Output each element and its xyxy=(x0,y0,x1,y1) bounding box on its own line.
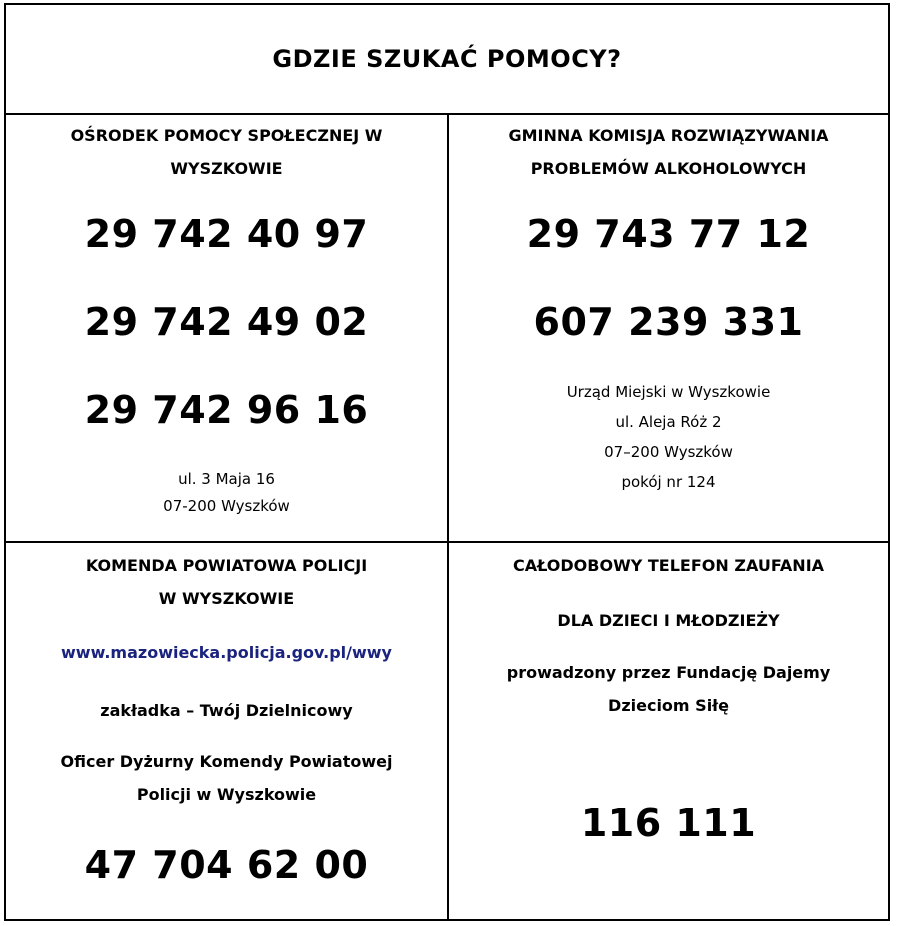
trust-foundation-line-2: Dzieciom Siłę xyxy=(608,696,729,715)
police-cell xyxy=(6,543,449,919)
police-heading-line-2: W WYSZKOWIE xyxy=(158,589,295,608)
ops-heading xyxy=(6,119,447,185)
trust-heading-line-1: CAŁODOBOWY TELEFON ZAUFANIA xyxy=(512,556,825,575)
gkrpa-cell xyxy=(449,115,888,543)
ops-cell xyxy=(6,115,449,543)
trust-heading-line-2: DLA DZIECI I MŁODZIEŻY xyxy=(557,611,780,630)
ops-address-line-2: 07-200 Wyszków xyxy=(163,497,290,515)
gkrpa-address-line-4: pokój nr 124 xyxy=(621,473,716,491)
ops-phone-1: 29 742 40 97 xyxy=(84,212,369,256)
gkrpa-heading-line-1: GMINNA KOMISJA ROZWIĄZYWANIA xyxy=(508,126,829,145)
ops-address-line-1: ul. 3 Maja 16 xyxy=(178,470,275,488)
police-phone: 47 704 62 00 xyxy=(84,843,369,887)
gkrpa-phone-2: 607 239 331 xyxy=(533,300,804,344)
police-tab-text: zakładka – Twój Dzielnicowy xyxy=(100,701,353,720)
page-title: GDZIE SZUKAĆ POMOCY? xyxy=(272,45,622,73)
gkrpa-address-line-2: ul. Aleja Róż 2 xyxy=(615,413,722,431)
police-heading xyxy=(6,549,447,615)
gkrpa-address-line-1: Urząd Miejski w Wyszkowie xyxy=(566,383,771,401)
gkrpa-phone-1: 29 743 77 12 xyxy=(526,212,811,256)
police-officer-line-1: Oficer Dyżurny Komendy Powiatowej xyxy=(60,752,393,771)
gkrpa-address xyxy=(449,377,888,497)
ops-heading-line-1: OŚRODEK POMOCY SPOŁECZNEJ W xyxy=(70,126,383,145)
gkrpa-heading-line-2: PROBLEMÓW ALKOHOLOWYCH xyxy=(530,159,807,178)
police-officer-line-2: Policji w Wyszkowie xyxy=(136,785,317,804)
ops-phone-2: 29 742 49 02 xyxy=(84,300,369,344)
police-officer xyxy=(6,745,447,811)
title-row xyxy=(6,5,888,115)
trust-cell xyxy=(449,543,888,919)
ops-heading-line-2: WYSZKOWIE xyxy=(170,159,283,178)
ops-phone-3: 29 742 96 16 xyxy=(84,388,369,432)
trust-phone: 116 111 xyxy=(580,801,757,845)
gkrpa-address-line-3: 07–200 Wyszków xyxy=(604,443,733,461)
police-website-link[interactable]: www.mazowiecka.policja.gov.pl/wwy xyxy=(61,643,392,662)
trust-foundation-line-1: prowadzony przez Fundację Dajemy xyxy=(506,663,831,682)
trust-foundation xyxy=(449,656,888,722)
ops-address xyxy=(6,466,447,520)
police-heading-line-1: KOMENDA POWIATOWA POLICJI xyxy=(85,556,368,575)
help-table xyxy=(4,3,890,921)
gkrpa-heading xyxy=(449,119,888,185)
